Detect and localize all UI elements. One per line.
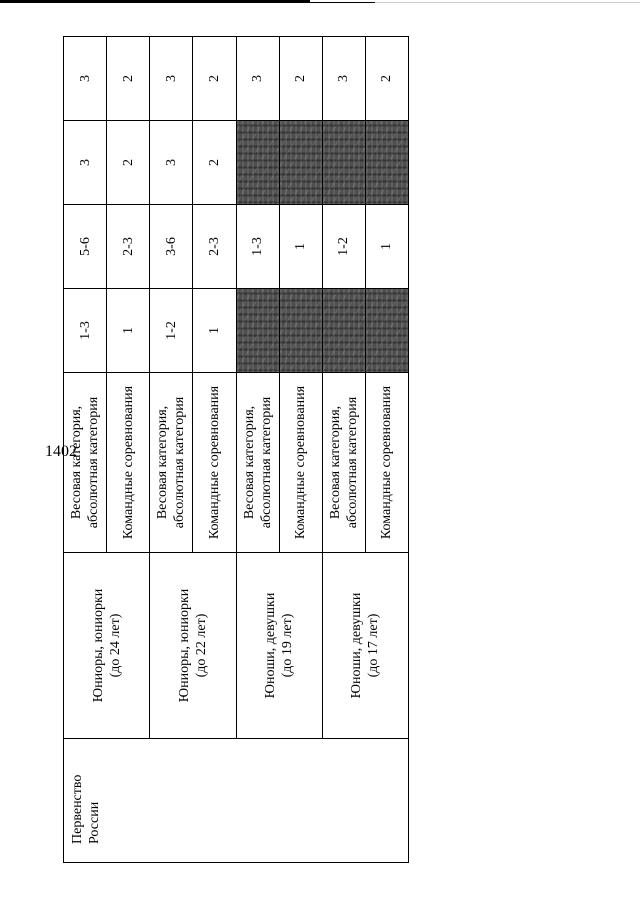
value-cell: 1-3 [64, 289, 107, 373]
value-cell: 2-3 [193, 205, 236, 289]
redacted-cell [236, 289, 279, 373]
redacted-cell [279, 289, 322, 373]
value-cell: 1-2 [150, 289, 193, 373]
table-body [64, 37, 409, 863]
redacted-cell [279, 121, 322, 205]
age-group-cell: Юниоры, юниорки (до 24 лет) [64, 553, 150, 739]
value-cell: 3 [150, 37, 193, 121]
value-cell: 3-6 [150, 205, 193, 289]
discipline-cell: Командные соревнования [365, 373, 408, 553]
value-cell: 3 [236, 37, 279, 121]
discipline-cell: Командные соревнования [193, 373, 236, 553]
discipline-cell: Весовая категория, абсолютная категория [236, 373, 279, 553]
redacted-cell [365, 121, 408, 205]
value-cell: 3 [322, 37, 365, 121]
age-group-cell: Юноши, девушки (до 17 лет) [322, 553, 408, 739]
value-cell: 2 [107, 121, 150, 205]
value-cell: 2 [365, 37, 408, 121]
age-group-cell: Юниоры, юниорки (до 22 лет) [150, 553, 236, 739]
value-cell: 1 [279, 205, 322, 289]
redacted-cell [322, 121, 365, 205]
results-table [63, 36, 409, 863]
discipline-cell: Командные соревнования [279, 373, 322, 553]
value-cell: 2 [193, 121, 236, 205]
age-group-cell: Юноши, девушки (до 19 лет) [236, 553, 322, 739]
value-cell: 2 [193, 37, 236, 121]
value-cell: 1-3 [236, 205, 279, 289]
redacted-cell [365, 289, 408, 373]
value-cell: 3 [64, 37, 107, 121]
redacted-cell [322, 289, 365, 373]
value-cell: 1 [107, 289, 150, 373]
value-cell: 1 [193, 289, 236, 373]
discipline-cell: Весовая категория, абсолютная категория [64, 373, 107, 553]
value-cell: 2 [279, 37, 322, 121]
table-row [64, 37, 107, 863]
value-cell: 2 [107, 37, 150, 121]
redacted-cell [236, 121, 279, 205]
value-cell: 3 [150, 121, 193, 205]
page-number: 1402 [45, 443, 77, 460]
value-cell: 1-2 [322, 205, 365, 289]
value-cell: 1 [365, 205, 408, 289]
discipline-cell: Командные соревнования [107, 373, 150, 553]
value-cell: 2-3 [107, 205, 150, 289]
value-cell: 5-6 [64, 205, 107, 289]
event-cell [64, 739, 409, 863]
event-name: Первенство России [70, 774, 102, 844]
discipline-cell: Весовая категория, абсолютная категория [322, 373, 365, 553]
value-cell: 3 [64, 121, 107, 205]
discipline-cell: Весовая категория, абсолютная категория [150, 373, 193, 553]
